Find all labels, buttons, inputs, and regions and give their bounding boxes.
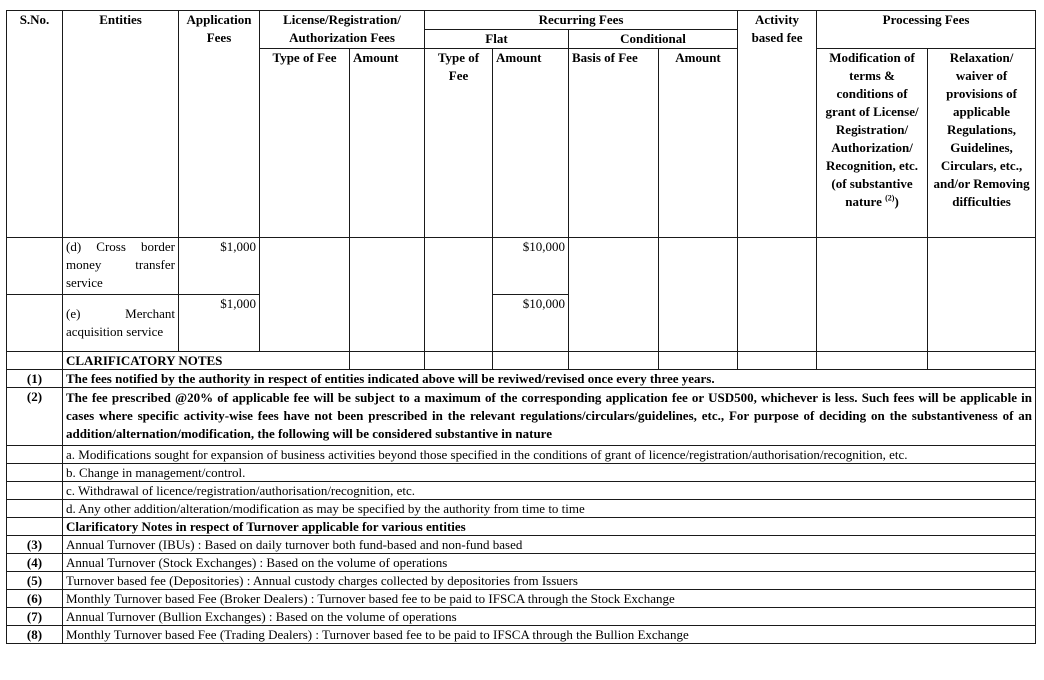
note-text: Turnover based fee (Depositories) : Annual custody charges collected by depositories from Issuers [63,572,1036,590]
note-number: (6) [7,590,63,608]
empty-cell [7,446,63,464]
row-cond-amount [659,238,738,352]
empty-cell [7,464,63,482]
header-license-type: Type of Fee [260,49,350,238]
note-text: Annual Turnover (Stock Exchanges) : Based on the volume of operations [63,554,1036,572]
header-entities: Entities [63,11,179,238]
note-number: (5) [7,572,63,590]
row-entity: (d) Cross border money transfer service [63,238,179,295]
empty-cell [659,352,738,370]
empty-cell [350,352,425,370]
header-processing-fees: Processing Fees [817,11,1036,49]
header-license-amount: Amount [350,49,425,238]
row-activity-fee [738,238,817,352]
empty-cell [738,352,817,370]
row-entity: (e) Merchant acquisition service [63,295,179,352]
header-flat-amount: Amount [493,49,569,238]
row-license-type [260,238,350,352]
substantive-item-row [7,500,1036,518]
header-flat: Flat [425,30,569,49]
row-sno [7,238,63,295]
note-text: Annual Turnover (Bullion Exchanges) : Based on the volume of operations [63,608,1036,626]
row-flat-type [425,238,493,352]
header-sno: S.No. [7,11,63,238]
header-processing-relaxation: Relaxation/ waiver of provisions of applicable Regulations, Guidelines, Circulars, etc., and/or Removing difficulties [928,49,1036,238]
note-text: Monthly Turnover based Fee (Broker Dealers) : Turnover based fee to be paid to IFSCA through the Stock Exchange [63,590,1036,608]
row-application-fee: $1,000 [179,295,260,352]
substantive-item-row [7,446,1036,464]
empty-cell [7,500,63,518]
header-cond-amount: Amount [659,49,738,238]
table-row [7,238,1036,295]
note-row [7,388,1036,446]
turnover-notes-heading: Clarificatory Notes in respect of Turnover applicable for various entities [63,518,1036,536]
note-number: (1) [7,370,63,388]
empty-cell [493,352,569,370]
header-cond-basis: Basis of Fee [569,49,659,238]
substantive-item: b. Change in management/control. [63,464,1036,482]
header-conditional: Conditional [569,30,738,49]
header-application-fees: Application Fees [179,11,260,238]
note-number: (4) [7,554,63,572]
turnover-note-row [7,590,1036,608]
turnover-note-row [7,572,1036,590]
empty-cell [928,352,1036,370]
fee-schedule-table [6,10,1036,644]
row-license-amount [350,238,425,352]
header-recurring-fees: Recurring Fees [425,11,738,30]
note-number: (2) [7,388,63,446]
header-row-1 [7,11,1036,30]
row-sno [7,295,63,352]
turnover-note-row [7,626,1036,644]
substantive-item: a. Modifications sought for expansion of business activities beyond those specified in the conditions of grant of licence/registration/authorisation/recognition, etc. [63,446,1036,464]
substantive-item-row [7,482,1036,500]
header-license-group: License/Registration/ Authorization Fees [260,11,425,49]
empty-cell [817,352,928,370]
note-text: The fees notified by the authority in respect of entities indicated above will be reviwed/revised once every three years. [63,370,1036,388]
note-number: (8) [7,626,63,644]
empty-cell [7,482,63,500]
turnover-note-row [7,608,1036,626]
substantive-item: d. Any other addition/alteration/modification as may be specified by the authority from time to time [63,500,1036,518]
row-processing-modification [817,238,928,352]
header-processing-modification: Modification of terms & conditions of grant of License/ Registration/ Authorization/ Recognition, etc. (of substantive nature $^{(2)}$) [817,49,928,238]
turnover-note-row [7,554,1036,572]
clarificatory-notes-heading-row [7,352,1036,370]
note-number: (3) [7,536,63,554]
empty-cell [7,518,63,536]
clarificatory-notes-heading: CLARIFICATORY NOTES [63,352,350,370]
empty-cell [569,352,659,370]
substantive-item-row [7,464,1036,482]
row-flat-amount: $10,000 [493,295,569,352]
note-number: (7) [7,608,63,626]
turnover-heading-row [7,518,1036,536]
turnover-note-row [7,536,1036,554]
note-text: Monthly Turnover based Fee (Trading Dealers) : Turnover based fee to be paid to IFSCA through the Bullion Exchange [63,626,1036,644]
row-application-fee: $1,000 [179,238,260,295]
row-cond-basis [569,238,659,352]
empty-cell [425,352,493,370]
note-text: Annual Turnover (IBUs) : Based on daily turnover both fund-based and non-fund based [63,536,1036,554]
empty-cell [7,352,63,370]
header-flat-type: Type of Fee [425,49,493,238]
note-row [7,370,1036,388]
substantive-item: c. Withdrawal of licence/registration/authorisation/recognition, etc. [63,482,1036,500]
header-activity-based-fee: Activity based fee [738,11,817,238]
row-flat-amount: $10,000 [493,238,569,295]
note-text: The fee prescribed @20% of applicable fee will be subject to a maximum of the corresponding application fee or USD500, whichever is less. Such fees will be applicable in cases where specific activity-wise fees have not been prescribed in the relevant regulations/circulars/guidelines, etc., For purpose of deciding on the substantiveness of an addition/alternation/modification, the following will be considered substantive in nature [63,388,1036,446]
row-processing-relaxation [928,238,1036,352]
